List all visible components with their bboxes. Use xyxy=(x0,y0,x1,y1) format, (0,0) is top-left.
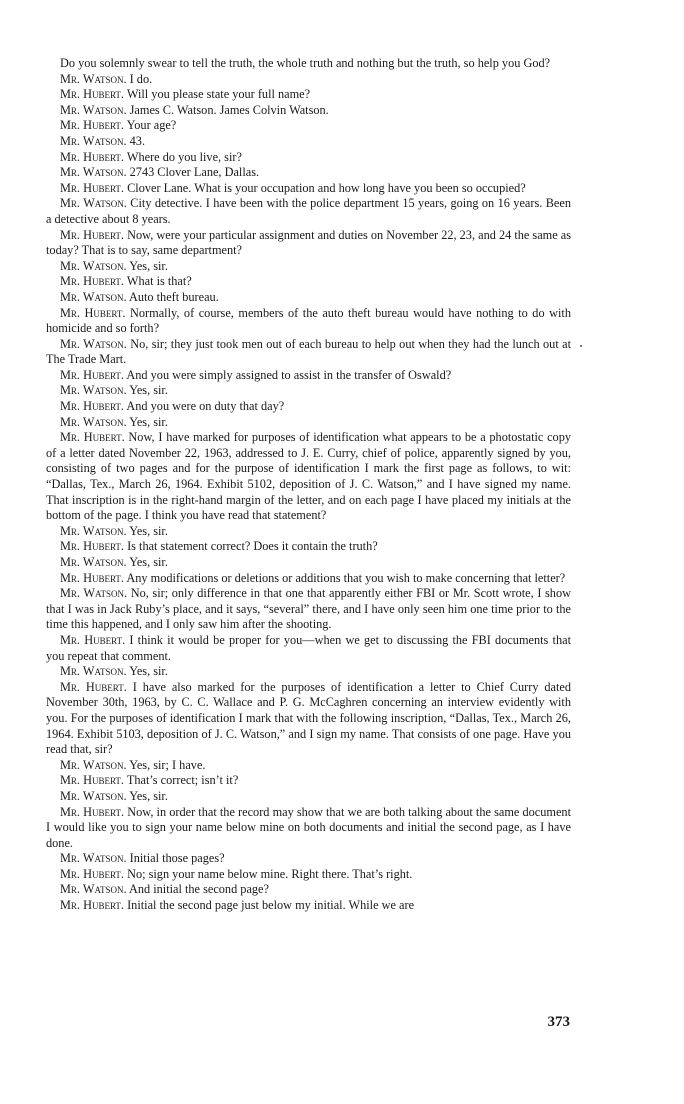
speech-text: Yes, sir. xyxy=(129,788,168,803)
transcript-paragraph xyxy=(46,228,571,259)
speech-text: Now, I have marked for purposes of identification what appears to be a photostatic copy of a letter dated November 22, 1963, addressed to J. E. Curry, chief of police, apparently signed by you, consisting of two pages and for the purpose of identification I mark the first page as follows, to wit: “Dallas, Tex., March 26, 1964. Exhibit 5102, deposition of J. C. Watson,” and I have signed my name. That inscription is in the right-hand margin of the letter, and on each page I have placed my initials at the bottom of the page. I think you have read that statement? xyxy=(46,430,571,523)
transcript-paragraph xyxy=(46,399,571,415)
transcript-paragraph xyxy=(46,259,571,275)
speaker-name: Mr. Watson. xyxy=(60,664,127,679)
transcript-paragraph xyxy=(46,898,571,914)
speech-text: Clover Lane. What is your occupation and how long have you been so occupied? xyxy=(127,180,526,195)
transcript-paragraph xyxy=(46,56,571,72)
speech-text: I have also marked for the purposes of identification a letter to Chief Curry dated November 30th, 1963, by C. C. Wallace and P. G. McCaghren concerning an interview evidently with you. For the purposes of identification I mark that with the following inscription, “Dallas, Tex., March 26, 1964. Exhibit 5103, deposition of J. C. Watson,” and I sign my name. That consists of one page. Have you read that, sir? xyxy=(46,679,572,757)
speech-text: Initial the second page just below my initial. While we are xyxy=(127,898,415,913)
speaker-name: Mr. Watson. xyxy=(60,757,127,772)
speech-text: Any modifications or deletions or additions that you wish to make concerning that letter? xyxy=(126,570,566,585)
speaker-name: Mr. Hubert. xyxy=(60,180,124,195)
transcript-paragraph xyxy=(46,758,571,774)
speaker-name: Mr. Watson. xyxy=(60,102,127,117)
speech-text: Yes, sir. xyxy=(129,555,168,569)
speaker-name: Mr. Hubert. xyxy=(60,367,124,382)
speaker-name: Mr. Hubert. xyxy=(60,149,124,164)
speaker-name: Mr. Watson. xyxy=(60,882,127,897)
speech-text: No; sign your name below mine. Right there. That’s right. xyxy=(127,866,413,881)
speaker-name: Mr. Hubert. xyxy=(60,679,127,694)
speech-text: Now, were your particular assignment and duties on November 22, 23, and 24 the same as today? That is to say, same department? xyxy=(46,227,572,258)
speaker-name: Mr. Watson. xyxy=(60,258,127,273)
speaker-name: Mr. Watson. xyxy=(60,586,128,601)
speech-text: Do you solemnly swear to tell the truth, the whole truth and nothing but the truth, so help you God? xyxy=(60,56,551,70)
speaker-name: Mr. Hubert. xyxy=(60,632,126,647)
speaker-name: Mr. Hubert. xyxy=(60,898,124,913)
speech-text: No, sir; they just took men out of each bureau to help out when they had the lunch out at The Trade Mart. xyxy=(46,336,571,367)
transcript-paragraph xyxy=(46,290,571,306)
speech-text: No, sir; only difference in that one that apparently either FBI or Mr. Scott wrote, I show that I was in Jack Ruby’s place, and it says, “several” there, and I have only seen him one time prior to the time this happened, and I only saw him after the shooting. xyxy=(46,586,571,632)
speaker-name: Mr. Hubert. xyxy=(60,87,124,102)
speaker-name: Mr. Watson. xyxy=(60,523,127,538)
speech-text: And initial the second page? xyxy=(128,882,269,897)
speech-text: What is that? xyxy=(126,274,192,289)
speech-text: Yes, sir. xyxy=(129,258,168,273)
speaker-name: Mr. Hubert. xyxy=(60,866,124,881)
speech-text: I do. xyxy=(129,71,153,86)
transcript-paragraph xyxy=(46,430,571,524)
speech-text: Normally, of course, members of the auto theft bureau would have nothing to do with homicide and so forth? xyxy=(46,305,571,336)
speech-text: 43. xyxy=(129,133,146,148)
speaker-name: Mr. Watson. xyxy=(60,851,127,866)
speech-text: Your age? xyxy=(126,118,177,133)
transcript-paragraph xyxy=(46,524,571,540)
transcript-paragraph xyxy=(46,805,571,852)
speaker-name: Mr. Watson. xyxy=(60,414,127,429)
speech-text: Yes, sir; I have. xyxy=(129,757,206,772)
speech-text: Yes, sir. xyxy=(129,523,168,538)
speech-text: And you were on duty that day? xyxy=(126,399,285,414)
speaker-name: Mr. Hubert. xyxy=(60,274,124,289)
transcript-paragraph xyxy=(46,274,571,290)
transcript-paragraph xyxy=(46,383,571,399)
speaker-name: Mr. Hubert. xyxy=(60,804,125,819)
speech-text: Initial those pages? xyxy=(129,851,225,866)
transcript-paragraph xyxy=(46,134,571,150)
speech-text: Yes, sir. xyxy=(129,383,168,398)
transcript-paragraph xyxy=(46,882,571,898)
transcript-paragraph xyxy=(46,368,571,384)
speech-text: I think it would be proper for you—when we get to discussing the FBI documents that you repeat that comment. xyxy=(46,632,571,663)
transcript-paragraph xyxy=(46,851,571,867)
transcript-paragraph xyxy=(46,539,571,555)
transcript-body xyxy=(46,56,571,914)
transcript-paragraph xyxy=(46,181,571,197)
speaker-name: Mr. Watson. xyxy=(60,71,127,86)
speech-text: 2743 Clover Lane, Dallas. xyxy=(129,165,260,180)
transcript-paragraph xyxy=(46,306,571,337)
speaker-name: Mr. Hubert. xyxy=(60,118,124,133)
speaker-name: Mr. Watson. xyxy=(60,165,127,180)
speaker-name: Mr. Hubert. xyxy=(60,227,125,242)
speech-text: Auto theft bureau. xyxy=(128,289,219,304)
transcript-paragraph xyxy=(46,196,571,227)
speaker-name: Mr. Hubert. xyxy=(60,539,124,554)
speech-text: City detective. I have been with the police department 15 years, going on 16 years. Been a detective about 8 years. xyxy=(46,196,571,226)
speaker-name: Mr. Watson. xyxy=(60,196,127,211)
speech-text: That’s correct; isn’t it? xyxy=(126,773,239,788)
speech-text: James C. Watson. James Colvin Watson. xyxy=(129,102,329,117)
speaker-name: Mr. Watson. xyxy=(60,133,127,148)
transcript-paragraph xyxy=(46,150,571,166)
transcript-paragraph xyxy=(46,415,571,431)
transcript-paragraph xyxy=(46,789,571,805)
transcript-paragraph xyxy=(46,72,571,88)
speaker-name: Mr. Hubert. xyxy=(60,430,125,445)
speaker-name: Mr. Hubert. xyxy=(60,305,126,320)
transcript-paragraph xyxy=(46,586,571,633)
speech-text: Will you please state your full name? xyxy=(126,87,311,102)
speech-text: Yes, sir. xyxy=(129,414,168,429)
transcript-paragraph xyxy=(46,680,571,758)
transcript-paragraph xyxy=(46,633,571,664)
transcript-paragraph xyxy=(46,87,571,103)
speech-text: Yes, sir. xyxy=(129,664,168,679)
speaker-name: Mr. Watson. xyxy=(60,289,127,304)
transcript-paragraph xyxy=(46,337,571,368)
speech-text: Now, in order that the record may show that we are both talking about the same document I would like you to sign your name below mine on both documents and initial the second page, as I have done. xyxy=(46,804,571,850)
transcript-paragraph xyxy=(46,571,571,587)
speaker-name: Mr. Watson. xyxy=(60,336,127,351)
speech-text: And you were simply assigned to assist in the transfer of Oswald? xyxy=(126,367,452,382)
speaker-name: Mr. Watson. xyxy=(60,788,127,803)
speaker-name: Mr. Hubert. xyxy=(60,399,124,414)
transcript-paragraph xyxy=(46,118,571,134)
speaker-name: Mr. Watson. xyxy=(60,555,127,569)
speaker-name: Mr. Hubert. xyxy=(60,570,124,585)
page-number: 373 xyxy=(547,1014,570,1030)
speaker-name: Mr. Watson. xyxy=(60,383,127,398)
transcript-paragraph xyxy=(46,555,571,571)
transcript-paragraph xyxy=(46,773,571,789)
transcript-paragraph xyxy=(46,867,571,883)
transcript-paragraph xyxy=(46,165,571,181)
speaker-name: Mr. Hubert. xyxy=(60,773,124,788)
scan-speck xyxy=(580,345,582,347)
transcript-paragraph xyxy=(46,103,571,119)
speech-text: Is that statement correct? Does it contain the truth? xyxy=(127,539,378,554)
transcript-paragraph xyxy=(46,664,571,680)
speech-text: Where do you live, sir? xyxy=(126,149,242,164)
